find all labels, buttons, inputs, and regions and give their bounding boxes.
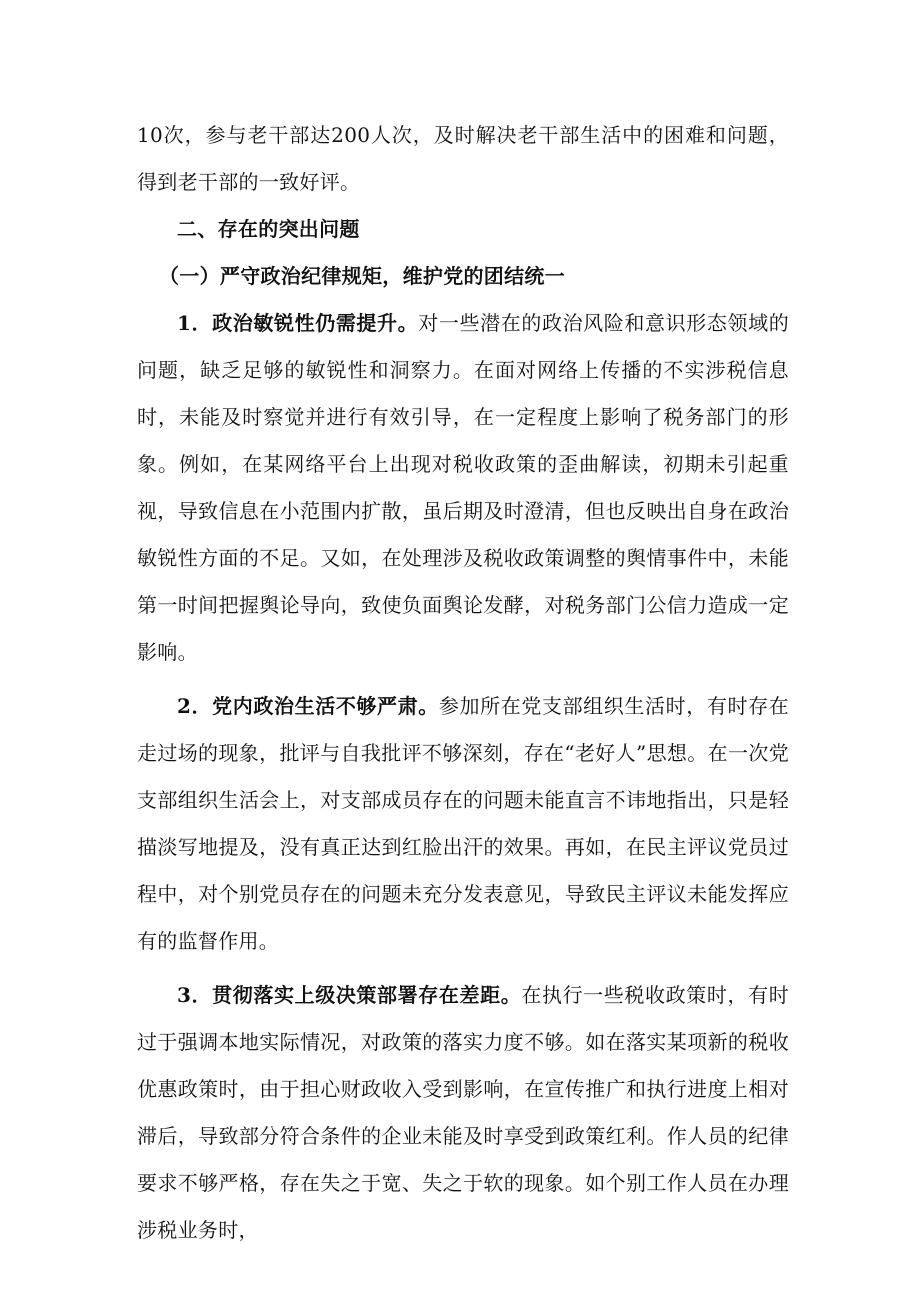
paragraph-item-2	[137, 683, 789, 965]
item-2-lead: 2．党内政治生活不够严肃。	[177, 694, 439, 718]
document-body	[137, 112, 789, 1254]
item-1-body: 对一些潜在的政治风险和意识形态领域的问题，缺乏足够的敏锐性和洞察力。在面对网络上传播的不实涉税信息时，未能及时察觉并进行有效引导，在一定程度上影响了税务部门的形象。例如，在某网络平台上出现对税收政策的歪曲解读，初期未引起重视，导致信息在小范围内扩散，虽后期及时澄清，但也反映出自身在政治敏锐性方面的不足。又如，在处理涉及税收政策调整的舆情事件中，未能第一时间把握舆论导向，致使负面舆论发酵，对税务部门公信力造成一定影响。	[137, 311, 789, 664]
item-2-body: 参加所在党支部组织生活时，有时存在走过场的现象，批评与自我批评不够深刻，存在“老好人”思想。在一次党支部组织生活会上，对支部成员存在的问题未能直言不讳地指出，只是轻描淡写地提及，没有真正达到红脸出汗的效果。再如，在民主评议党员过程中，对个别党员存在的问题未充分发表意见，导致民主评议未能发挥应有的监督作用。	[137, 694, 789, 953]
paragraph-continuation: 10次，参与老干部达200人次，及时解决老干部生活中的困难和问题，得到老干部的一致好评。	[137, 123, 789, 194]
section-heading: 二、存在的突出问题	[177, 217, 360, 241]
item-1-lead: 1．政治敏锐性仍需提升。	[177, 311, 419, 335]
item-3-body: 在执行一些税收政策时，有时过于强调本地实际情况，对政策的落实力度不够。如在落实某项新的税收优惠政策时，由于担心财政收入受到影响，在宣传推广和执行进度上相对滞后，导致部分符合条件的企业未能及时享受到政策红利。作人员的纪律要求不够严格，存在失之于宽、失之于软的现象。如个别工作人员在办理涉税业务时，	[137, 983, 789, 1242]
paragraph-item-1	[137, 300, 789, 676]
item-3-lead: 3．贯彻落实上级决策部署存在差距。	[177, 983, 522, 1007]
subsection-heading: （一）严守政治纪律规矩，维护党的团结统一	[159, 264, 565, 288]
paragraph-item-3	[137, 972, 789, 1254]
